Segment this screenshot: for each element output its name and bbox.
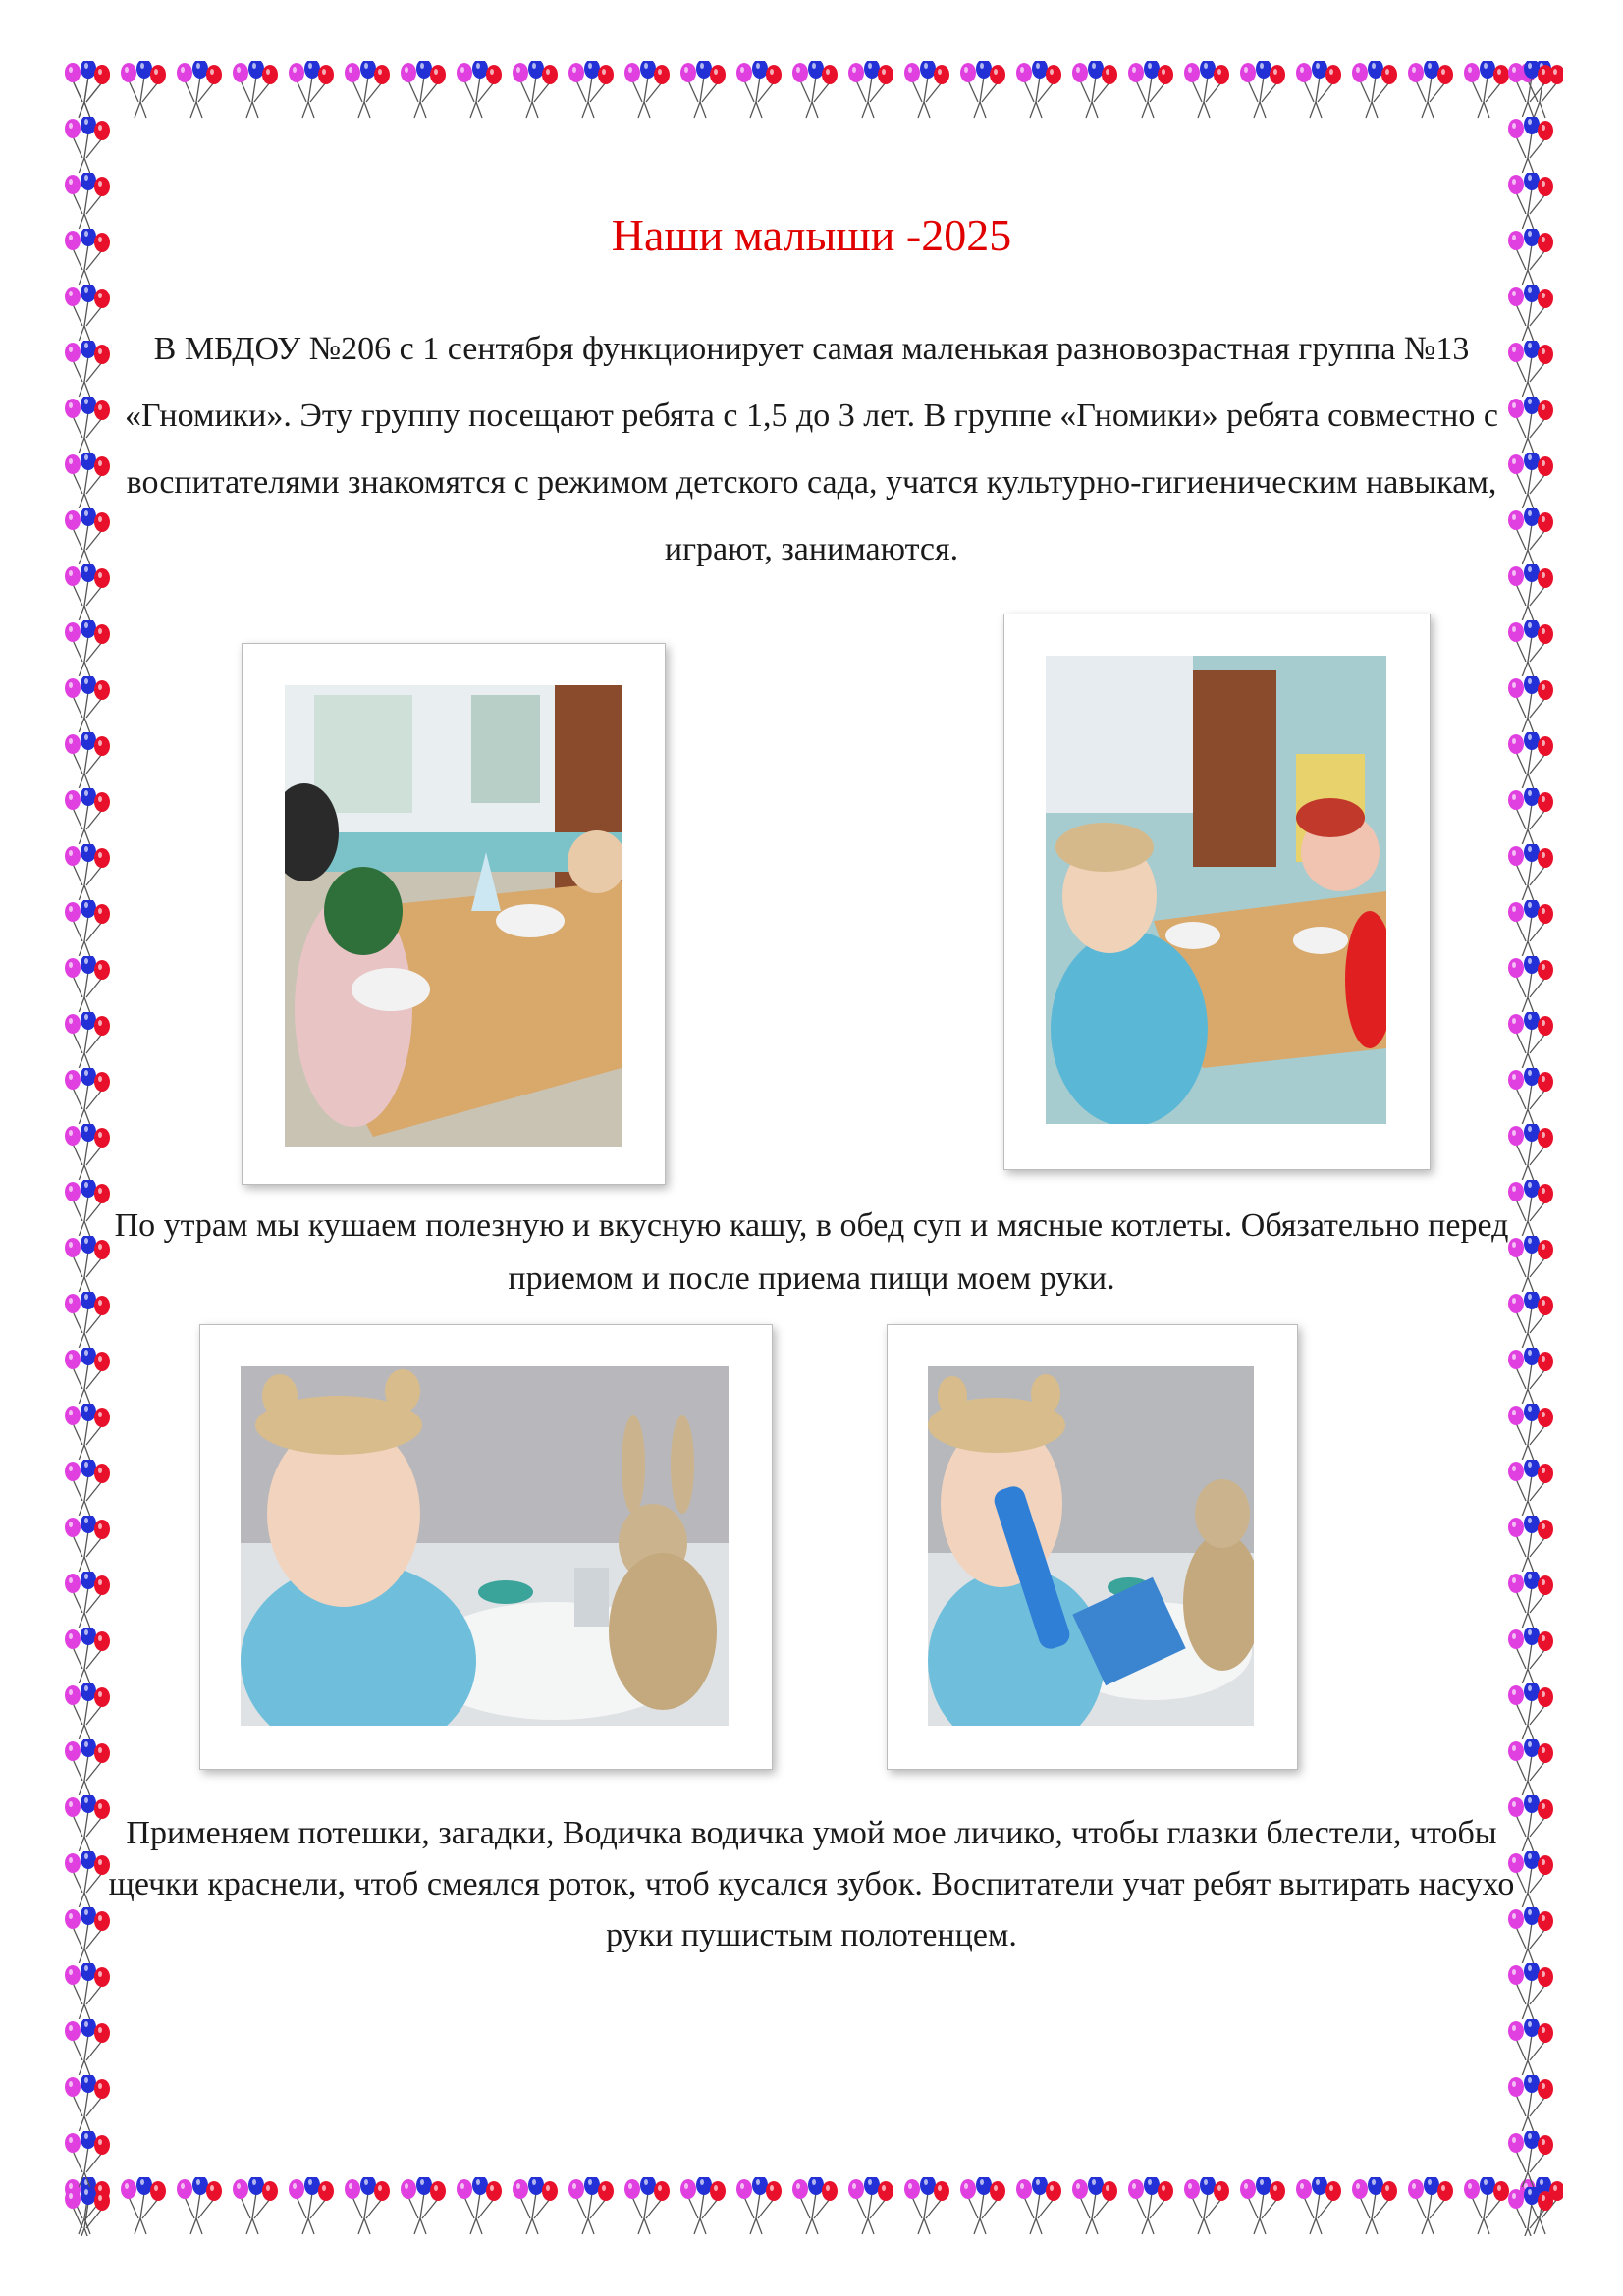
balloon-border-bottom — [61, 2177, 1563, 2236]
girl-eating-photo — [1046, 656, 1386, 1124]
children-at-table-photo — [285, 685, 622, 1147]
girl-with-toothbrush-photo — [928, 1366, 1254, 1726]
intro-paragraph: В МБДОУ №206 с 1 сентября функционирует самая маленькая разновозрастная группа №13 «Гномики». Эту группу посещают ребята с 1,5 до 3 лет. В группе «Гномики» ребята совместно с воспитателями знакомятся с режимом детского сада, учатся культурно-гигиеническим навыкам, играют, занимаются. — [125, 331, 1498, 567]
rhymes-paragraph: Применяем потешки, загадки, Водичка водичка умой мое личико, чтобы глазки блестели, чтобы щечки краснели, чтоб смеялся роток, чтоб кусался зубок. Воспитатели учат ребят вытирать насухо руки пушистым полотенцем. — [108, 1815, 1515, 1953]
balloon-border-top — [61, 61, 1563, 120]
girl-washing-hands-photo — [241, 1366, 729, 1726]
page-title: Наши малыши -2025 — [611, 210, 1012, 260]
meals-paragraph: По утрам мы кушаем полезную и вкусную кашу, в обед суп и мясные котлеты. Обязательно перед приемом и после приема пищи моем руки. — [114, 1207, 1509, 1297]
